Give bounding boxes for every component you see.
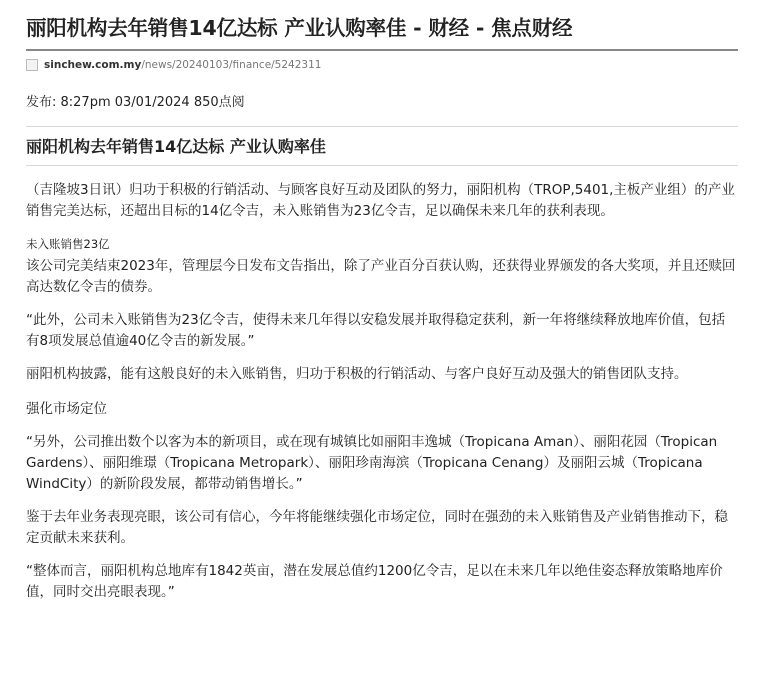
headline-divider-top: [26, 126, 738, 127]
site-favicon-icon: [26, 59, 38, 71]
article-paragraph: 鉴于去年业务表现亮眼，该公司有信心，今年将能继续强化市场定位，同时在强劲的未入账销售及产业销售推动下，稳定贡献未来获利。: [26, 509, 728, 546]
article-subheading: 强化市场定位: [26, 401, 107, 417]
source-link[interactable]: [44, 59, 321, 71]
headline-divider-bottom: [26, 165, 738, 166]
article-paragraph: “整体而言，丽阳机构总地库有1842英亩，潜在发展总值约1200亿令吉，足以在未来几年以绝佳姿态释放策略地库价值，同时交出亮眼表现。”: [26, 563, 723, 600]
article-paragraph: （吉隆坡3日讯）归功于积极的行销活动、与顾客良好互动及团队的努力，丽阳机构（TROP,5401,主板产业组）的产业销售完美达标，还超出目标的14亿令吉，未入账销售为23亿令吉，足以确保未来几年的获利表现。: [26, 182, 735, 219]
article-paragraph: 丽阳机构披露，能有这般良好的未入账销售，归功于积极的行销活动、与客户良好互动及强大的销售团队支持。: [26, 366, 688, 382]
source-row: [26, 57, 738, 73]
article-paragraph: 该公司完美结束2023年，管理层今日发布文告指出，除了产业百分百获认购，还获得业界颁发的各大奖项，并且还赎回高达数亿令吉的债券。: [26, 258, 736, 295]
page-title: 丽阳机构去年销售14亿达标 产业认购率佳 - 财经 - 焦点财经: [26, 16, 573, 40]
source-path: /news/20240103/finance/5242311: [141, 59, 322, 71]
publish-info: 发布: 8:27pm 03/01/2024 850点阅: [26, 95, 245, 110]
title-divider: [26, 49, 738, 51]
article-paragraph: “另外，公司推出数个以客为本的新项目，或在现有城镇比如丽阳丰逸城（Tropicana Aman）、丽阳花园（Tropican Gardens）、丽阳维璟（Tropicana Metropark）、丽阳珍南海滨（Tropicana Cenang）及丽阳云城（Tropicana WindCity）的新阶段发展，都带动销售增长。”: [26, 434, 718, 492]
article-headline: 丽阳机构去年销售14亿达标 产业认购率佳: [26, 137, 326, 156]
article-page: [26, 0, 738, 603]
article-paragraph: “此外，公司未入账销售为23亿令吉，使得未来几年得以安稳发展并取得稳定获利，新一年将继续释放地库价值，包括有8项发展总值逾40亿令吉的新发展。”: [26, 312, 726, 349]
article-subheading: 未入账销售23亿: [26, 237, 110, 251]
source-domain: sinchew.com.my: [44, 59, 142, 71]
